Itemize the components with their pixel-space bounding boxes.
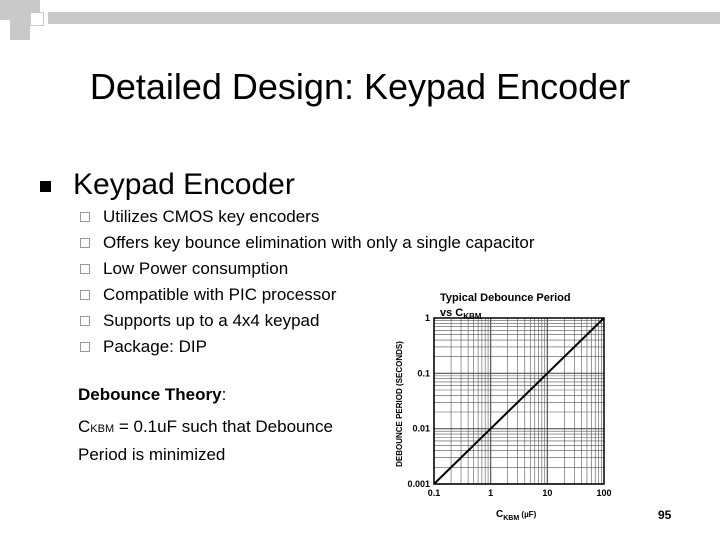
sub-bullet-list bbox=[80, 204, 535, 360]
checkbox-bullet-icon bbox=[80, 238, 90, 248]
list-item: Offers key bounce elimination with only a single capacitor bbox=[80, 230, 535, 256]
list-item: Supports up to a 4x4 keypad bbox=[80, 308, 535, 334]
chart-y-tick-label: 0.01 bbox=[412, 423, 430, 434]
chart-x-tick-label: 0.1 bbox=[427, 488, 441, 498]
chart-y-tick-label: 1 bbox=[424, 313, 430, 323]
decor-square-1 bbox=[0, 0, 20, 20]
chart-y-tick-label: 0.001 bbox=[407, 479, 430, 489]
checkbox-bullet-icon bbox=[80, 290, 90, 300]
chart-title-line-2: vs $C_{KBM}$ bbox=[440, 307, 482, 321]
list-item: Compatible with PIC processor bbox=[80, 282, 535, 308]
square-bullet-icon bbox=[40, 181, 51, 192]
list-item: Utilizes CMOS key encoders bbox=[80, 204, 535, 230]
list-item: Package: DIP bbox=[80, 334, 535, 360]
debounce-theory-text bbox=[78, 414, 333, 468]
decor-top-bar bbox=[48, 12, 720, 24]
checkbox-bullet-icon bbox=[80, 342, 90, 352]
chart-y-axis-label: DEBOUNCE PERIOD (SECONDS) bbox=[395, 341, 404, 467]
chart-title-line-1: Typical Debounce Period bbox=[440, 292, 571, 304]
decor-square-4 bbox=[30, 12, 44, 26]
main-bullet bbox=[40, 168, 295, 202]
slide-title: Detailed Design: Keypad Encoder bbox=[89, 66, 631, 107]
chart-x-tick-label: 1 bbox=[488, 488, 494, 498]
chart-y-tick-label: 0.1 bbox=[417, 368, 430, 379]
theory-line-1: CKBM = 0.1uF such that Debounce bbox=[78, 417, 333, 436]
chart-x-tick-label: 10 bbox=[542, 488, 553, 498]
decor-square-3 bbox=[10, 20, 30, 40]
chart-x-tick-label: 100 bbox=[596, 488, 612, 498]
list-item: Low Power consumption bbox=[80, 256, 535, 282]
checkbox-bullet-icon bbox=[80, 212, 90, 222]
page-number: 95 bbox=[658, 508, 672, 522]
chart-x-axis-label: $C_{KBM}$ $^{(\mu F)}$ bbox=[496, 509, 537, 522]
checkbox-bullet-icon bbox=[80, 264, 90, 274]
theory-line-2: Period is minimized bbox=[78, 445, 226, 464]
checkbox-bullet-icon bbox=[80, 316, 90, 326]
debounce-theory-heading: Debounce Theory: bbox=[78, 385, 227, 404]
main-bullet-text: Keypad Encoder bbox=[73, 168, 295, 201]
